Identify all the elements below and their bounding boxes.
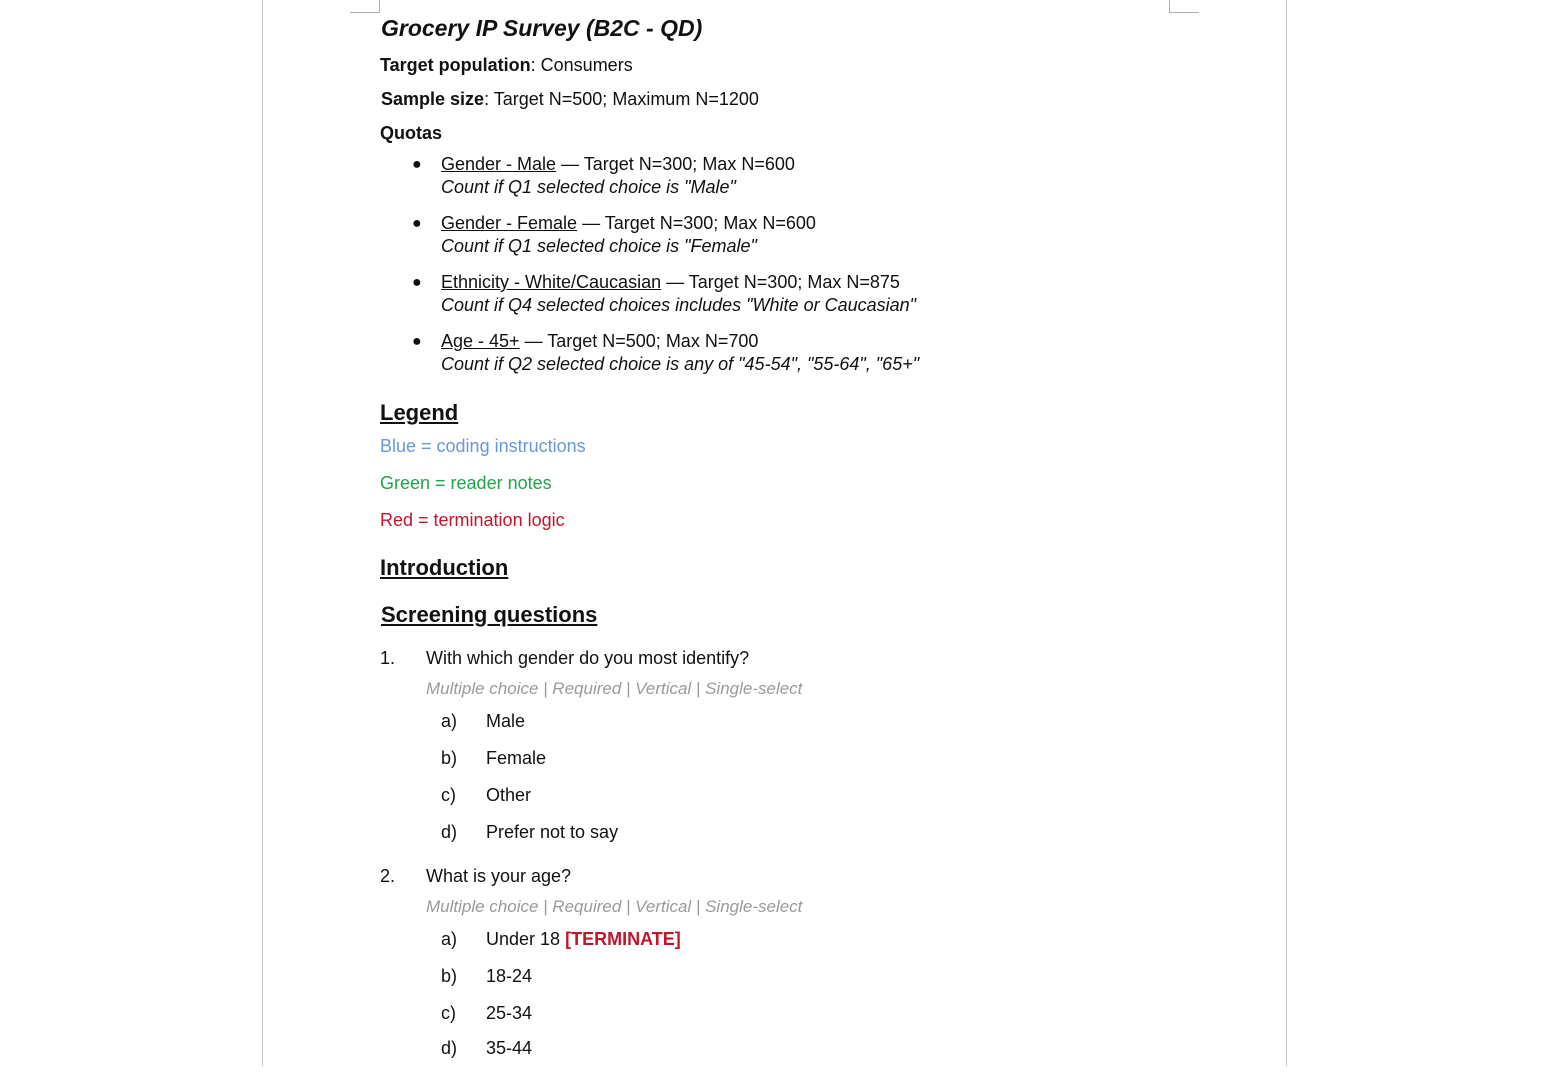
sample-size	[381, 87, 1240, 111]
quota-item	[380, 330, 1240, 376]
option-item	[380, 1001, 1240, 1025]
option-text: Under 18	[486, 929, 561, 949]
option-text: Female	[486, 748, 547, 768]
option-text: Prefer not to say	[486, 822, 619, 842]
target-population-value: : Consumers	[530, 55, 633, 75]
option-item	[380, 1036, 1240, 1060]
option-text: Male	[486, 711, 526, 731]
option-letter: a)	[441, 929, 458, 949]
option-item	[380, 746, 1240, 770]
screening-questions-heading: Screening questions	[381, 602, 598, 627]
quota-item	[380, 212, 1240, 258]
quota-detail: — Target N=500; Max N=700	[519, 331, 759, 351]
bullet-icon: ●	[412, 274, 422, 291]
option-letter: d)	[441, 1038, 458, 1058]
legend-coding-instructions: Blue = coding instructions	[380, 436, 586, 456]
page-left-edge	[262, 0, 263, 1066]
quota-condition: Count if Q2 selected choice is any of "45-54", "55-64", "65+"	[441, 354, 920, 374]
quota-condition: Count if Q4 selected choices includes "White or Caucasian"	[441, 295, 917, 315]
quota-condition: Count if Q1 selected choice is "Male"	[441, 177, 736, 197]
legend-heading: Legend	[380, 400, 459, 425]
question-text: With which gender do you most identify?	[426, 648, 750, 668]
quota-detail: — Target N=300; Max N=600	[556, 154, 795, 174]
question-meta: Multiple choice | Required | Vertical | Single-select	[426, 679, 803, 698]
quota-detail: — Target N=300; Max N=875	[661, 272, 900, 292]
terminate-flag: [TERMINATE]	[565, 929, 681, 949]
option-letter: a)	[441, 711, 458, 731]
option-letter: b)	[441, 748, 458, 768]
option-item	[380, 783, 1240, 807]
option-letter: c)	[441, 1003, 456, 1023]
question-2	[380, 864, 1240, 888]
question-text: What is your age?	[426, 866, 572, 886]
quota-condition: Count if Q1 selected choice is "Female"	[441, 236, 757, 256]
bullet-icon: ●	[412, 156, 422, 173]
introduction-heading: Introduction	[380, 555, 509, 580]
quota-name: Gender - Male	[441, 154, 557, 174]
option-text: 35-44	[486, 1038, 533, 1058]
question-1	[380, 646, 1240, 670]
question-number: 2.	[380, 866, 396, 886]
option-letter: d)	[441, 822, 458, 842]
quota-name: Ethnicity - White/Caucasian	[441, 272, 662, 292]
quota-name: Gender - Female	[441, 213, 578, 233]
option-item	[380, 927, 1240, 951]
option-text: Other	[486, 785, 532, 805]
page-right-edge	[1286, 0, 1287, 1066]
option-text: 25-34	[486, 1003, 533, 1023]
option-item	[380, 964, 1240, 988]
option-item	[380, 820, 1240, 844]
document-body	[380, 12, 1240, 1073]
quota-detail: — Target N=300; Max N=600	[577, 213, 816, 233]
option-letter: b)	[441, 966, 458, 986]
bullet-icon: ●	[412, 333, 422, 350]
question-number: 1.	[380, 648, 396, 668]
quota-item	[380, 271, 1240, 317]
target-population-label: Target population	[380, 55, 531, 75]
quota-item	[380, 153, 1240, 199]
legend-termination-logic: Red = termination logic	[380, 510, 565, 530]
bullet-icon: ●	[412, 215, 422, 232]
option-text: 18-24	[486, 966, 533, 986]
target-population	[380, 53, 1240, 77]
sample-size-label: Sample size	[381, 89, 485, 109]
quotas-heading: Quotas	[380, 123, 443, 143]
document-title: Grocery IP Survey (B2C - QD)	[381, 15, 703, 41]
legend-reader-notes: Green = reader notes	[380, 473, 552, 493]
quota-name: Age - 45+	[441, 331, 520, 351]
option-letter: c)	[441, 785, 456, 805]
question-meta: Multiple choice | Required | Vertical | Single-select	[426, 897, 803, 916]
option-item	[380, 709, 1240, 733]
sample-size-value: : Target N=500; Maximum N=1200	[484, 89, 759, 109]
